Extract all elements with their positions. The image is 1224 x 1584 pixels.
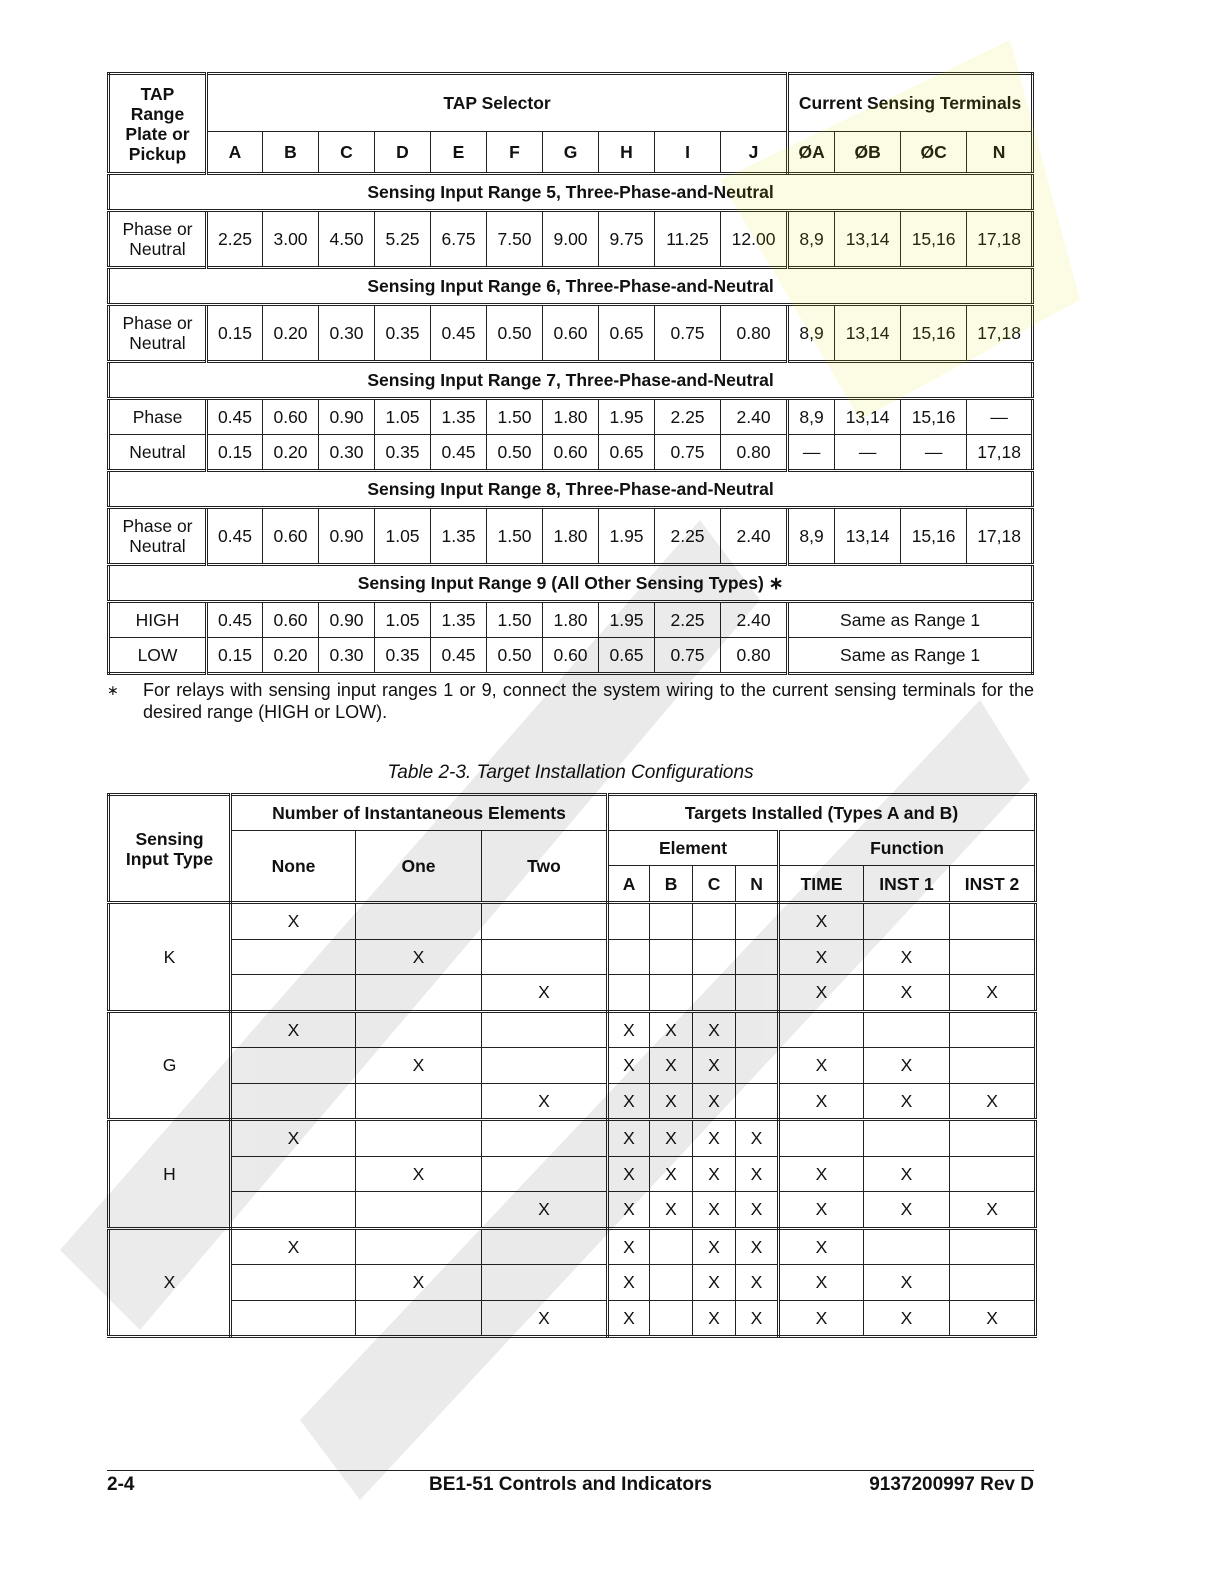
mark-cell xyxy=(736,1011,779,1048)
table-row xyxy=(109,1083,1036,1120)
mark-cell: X xyxy=(482,1192,608,1229)
terminal-value: 13,14 xyxy=(835,211,901,268)
instantaneous-elements-header: Number of Instantaneous Elements xyxy=(231,795,608,831)
tap-value: 1.35 xyxy=(431,602,487,638)
row-label: LOW xyxy=(109,638,207,674)
terminal-value: 17,18 xyxy=(967,508,1033,565)
document-number: 9137200997 Rev D xyxy=(869,1474,1034,1495)
row-label: Phase or Neutral xyxy=(109,508,207,565)
tap-value: 0.15 xyxy=(207,435,263,471)
tap-value: 7.50 xyxy=(487,211,543,268)
mark-cell xyxy=(779,1011,864,1048)
mark-cell: X xyxy=(693,1192,736,1229)
tap-value: 0.15 xyxy=(207,305,263,362)
mark-cell xyxy=(482,1265,608,1301)
mark-cell: X xyxy=(950,1083,1036,1120)
mark-cell: X xyxy=(608,1265,650,1301)
tap-value: 0.35 xyxy=(375,638,431,674)
tap-column-header: J xyxy=(721,132,788,174)
mark-cell xyxy=(231,1300,356,1337)
tap-value: 1.95 xyxy=(599,602,655,638)
footnote-text: For relays with sensing input ranges 1 or 9, connect the system wiring to the current sensing terminals for the desired range (HIGH or LOW). xyxy=(143,680,1034,722)
mark-cell: X xyxy=(608,1083,650,1120)
tap-value: 0.35 xyxy=(375,435,431,471)
section-row xyxy=(109,268,1033,305)
mark-cell xyxy=(693,903,736,940)
mark-cell: X xyxy=(693,1265,736,1301)
tap-value: 0.80 xyxy=(721,638,788,674)
terminal-value: — xyxy=(901,435,967,471)
mark-cell: X xyxy=(231,1011,356,1048)
tap-value: 2.40 xyxy=(721,508,788,565)
table-row xyxy=(109,305,1033,362)
sensing-input-type: H xyxy=(109,1120,231,1229)
tap-value: 9.75 xyxy=(599,211,655,268)
mark-cell xyxy=(950,939,1036,975)
terminal-value: 13,14 xyxy=(835,399,901,435)
mark-cell: X xyxy=(482,975,608,1012)
terminal-column-header: ØA xyxy=(788,132,835,174)
section-row xyxy=(109,565,1033,602)
mark-cell xyxy=(608,903,650,940)
mark-cell xyxy=(864,1011,950,1048)
mark-cell xyxy=(482,939,608,975)
mark-cell xyxy=(482,1120,608,1157)
tap-value: 2.25 xyxy=(655,508,721,565)
mark-cell: X xyxy=(231,903,356,940)
mark-cell xyxy=(693,939,736,975)
tap-value: 0.45 xyxy=(431,305,487,362)
mark-cell xyxy=(482,1048,608,1084)
tap-value: 1.80 xyxy=(543,508,599,565)
mark-cell: X xyxy=(864,1300,950,1337)
mark-cell xyxy=(482,903,608,940)
sensing-input-type: G xyxy=(109,1011,231,1120)
table-row xyxy=(109,903,1036,940)
mark-cell xyxy=(950,1120,1036,1157)
tap-value: 2.25 xyxy=(655,602,721,638)
targets-installed-header: Targets Installed (Types A and B) xyxy=(608,795,1036,831)
tap-value: 0.80 xyxy=(721,305,788,362)
mark-cell: X xyxy=(950,975,1036,1012)
table-row xyxy=(109,1192,1036,1229)
mark-cell: X xyxy=(608,1192,650,1229)
row-label: Phase xyxy=(109,399,207,435)
mark-cell: X xyxy=(650,1011,693,1048)
mark-cell: X xyxy=(779,975,864,1012)
tap-value: 0.30 xyxy=(319,305,375,362)
tap-value: 1.50 xyxy=(487,508,543,565)
terminal-value: 8,9 xyxy=(788,305,835,362)
mark-cell: X xyxy=(779,939,864,975)
tap-value: 2.25 xyxy=(207,211,263,268)
mark-cell: X xyxy=(864,939,950,975)
section-title: Sensing Input Range 5, Three-Phase-and-Neutral xyxy=(109,174,1033,211)
tap-value: 2.25 xyxy=(655,399,721,435)
instantaneous-column-header: Two xyxy=(482,831,608,903)
mark-cell xyxy=(736,903,779,940)
table-row xyxy=(109,602,1033,638)
tap-column-header: B xyxy=(263,132,319,174)
mark-cell: X xyxy=(864,1192,950,1229)
table-row xyxy=(109,1265,1036,1301)
tap-value: 0.75 xyxy=(655,435,721,471)
mark-cell xyxy=(693,975,736,1012)
terminal-column-header: N xyxy=(967,132,1033,174)
table-row xyxy=(109,1300,1036,1337)
mark-cell: X xyxy=(693,1120,736,1157)
tap-selector-header: TAP Selector xyxy=(207,74,788,132)
mark-cell: X xyxy=(864,1265,950,1301)
tap-value: 0.60 xyxy=(543,305,599,362)
mark-cell: X xyxy=(650,1083,693,1120)
mark-cell xyxy=(950,1048,1036,1084)
table-row xyxy=(109,508,1033,565)
table-row xyxy=(109,638,1033,674)
tap-value: 0.60 xyxy=(263,508,319,565)
mark-cell xyxy=(231,1048,356,1084)
tap-value: 0.45 xyxy=(431,638,487,674)
mark-cell: X xyxy=(231,1120,356,1157)
section-title: Sensing Input Range 8, Three-Phase-and-Neutral xyxy=(109,471,1033,508)
footer-rule xyxy=(107,1470,1034,1471)
target-installation-table xyxy=(107,793,1037,1338)
tap-value: 0.45 xyxy=(207,508,263,565)
mark-cell: X xyxy=(693,1048,736,1084)
mark-cell: X xyxy=(608,1011,650,1048)
mark-cell: X xyxy=(693,1083,736,1120)
mark-cell xyxy=(231,1192,356,1229)
mark-cell: X xyxy=(736,1300,779,1337)
mark-cell xyxy=(356,1083,482,1120)
element-header: Element xyxy=(608,831,779,866)
element-column-header: N xyxy=(736,866,779,903)
mark-cell: X xyxy=(779,1156,864,1192)
mark-cell xyxy=(950,1265,1036,1301)
table-row xyxy=(109,1011,1036,1048)
mark-cell: X xyxy=(356,1156,482,1192)
mark-cell: X xyxy=(950,1300,1036,1337)
mark-cell xyxy=(231,1083,356,1120)
mark-cell: X xyxy=(482,1300,608,1337)
terminal-value: 13,14 xyxy=(835,508,901,565)
tap-value: 5.25 xyxy=(375,211,431,268)
mark-cell: X xyxy=(231,1228,356,1265)
function-column-header: TIME xyxy=(779,866,864,903)
row-label: Phase or Neutral xyxy=(109,305,207,362)
tap-value: 1.95 xyxy=(599,508,655,565)
mark-cell xyxy=(650,1300,693,1337)
mark-cell: X xyxy=(356,939,482,975)
mark-cell: X xyxy=(779,1048,864,1084)
mark-cell xyxy=(608,939,650,975)
tap-value: 0.60 xyxy=(263,399,319,435)
mark-cell xyxy=(736,939,779,975)
mark-cell xyxy=(864,1120,950,1157)
instantaneous-column-header: One xyxy=(356,831,482,903)
tap-value: 0.90 xyxy=(319,508,375,565)
mark-cell xyxy=(356,975,482,1012)
terminal-column-header: ØC xyxy=(901,132,967,174)
mark-cell: X xyxy=(693,1156,736,1192)
mark-cell: X xyxy=(482,1083,608,1120)
mark-cell: X xyxy=(693,1300,736,1337)
tap-value: 11.25 xyxy=(655,211,721,268)
mark-cell: X xyxy=(693,1011,736,1048)
tap-value: 0.80 xyxy=(721,435,788,471)
tap-value: 1.35 xyxy=(431,399,487,435)
tap-column-header: E xyxy=(431,132,487,174)
mark-cell xyxy=(650,1228,693,1265)
element-column-header: C xyxy=(693,866,736,903)
mark-cell: X xyxy=(779,903,864,940)
section-title: Sensing Input Range 6, Three-Phase-and-Neutral xyxy=(109,268,1033,305)
mark-cell: X xyxy=(608,1300,650,1337)
section-title: Sensing Input Range 9 (All Other Sensing Types) ∗ xyxy=(109,565,1033,602)
function-header: Function xyxy=(779,831,1036,866)
terminal-value: 15,16 xyxy=(901,211,967,268)
tap-value: 0.15 xyxy=(207,638,263,674)
table-caption: Table 2-3. Target Installation Configurations xyxy=(387,762,754,783)
section-row xyxy=(109,362,1033,399)
terminal-value: 17,18 xyxy=(967,305,1033,362)
terminal-value: 15,16 xyxy=(901,305,967,362)
table-row xyxy=(109,435,1033,471)
tap-value: 0.90 xyxy=(319,399,375,435)
function-column-header: INST 1 xyxy=(864,866,950,903)
tap-value: 0.60 xyxy=(543,435,599,471)
table-row xyxy=(109,399,1033,435)
mark-cell xyxy=(650,939,693,975)
tap-value: 0.60 xyxy=(263,602,319,638)
section-row xyxy=(109,471,1033,508)
mark-cell xyxy=(231,975,356,1012)
terminal-value-merged: Same as Range 1 xyxy=(788,602,1033,638)
mark-cell xyxy=(356,1120,482,1157)
mark-cell: X xyxy=(650,1120,693,1157)
terminal-value-merged: Same as Range 1 xyxy=(788,638,1033,674)
section-title: Sensing Input Range 7, Three-Phase-and-Neutral xyxy=(109,362,1033,399)
tap-value: 0.50 xyxy=(487,435,543,471)
tap-value: 0.50 xyxy=(487,638,543,674)
footer-title: BE1-51 Controls and Indicators xyxy=(429,1474,712,1495)
mark-cell: X xyxy=(736,1228,779,1265)
mark-cell xyxy=(356,1192,482,1229)
terminal-value: 8,9 xyxy=(788,399,835,435)
table-row xyxy=(109,975,1036,1012)
terminal-value: — xyxy=(788,435,835,471)
section-row xyxy=(109,174,1033,211)
tap-value: 0.60 xyxy=(543,638,599,674)
column-header-row xyxy=(109,132,1033,174)
tap-value: 9.00 xyxy=(543,211,599,268)
mark-cell xyxy=(950,903,1036,940)
mark-cell xyxy=(356,1011,482,1048)
mark-cell: X xyxy=(950,1192,1036,1229)
tap-value: 1.35 xyxy=(431,508,487,565)
tap-value: 0.35 xyxy=(375,305,431,362)
mark-cell xyxy=(356,903,482,940)
terminal-value: 17,18 xyxy=(967,435,1033,471)
element-column-header: A xyxy=(608,866,650,903)
tap-value: 0.75 xyxy=(655,638,721,674)
table-row xyxy=(109,1048,1036,1084)
mark-cell xyxy=(482,1011,608,1048)
sensing-input-type: K xyxy=(109,903,231,1012)
sensing-input-type-header: Sensing Input Type xyxy=(109,795,231,903)
mark-cell: X xyxy=(736,1265,779,1301)
mark-cell: X xyxy=(356,1048,482,1084)
mark-cell xyxy=(950,1011,1036,1048)
terminal-column-header: ØB xyxy=(835,132,901,174)
tap-value: 0.45 xyxy=(431,435,487,471)
footnote-symbol: ∗ xyxy=(107,682,119,698)
tap-value: 0.20 xyxy=(263,435,319,471)
mark-cell xyxy=(864,903,950,940)
mark-cell xyxy=(231,1265,356,1301)
mark-cell xyxy=(950,1156,1036,1192)
tap-value: 0.30 xyxy=(319,638,375,674)
tap-value: 1.80 xyxy=(543,602,599,638)
mark-cell: X xyxy=(736,1120,779,1157)
tap-value: 0.65 xyxy=(599,638,655,674)
mark-cell: X xyxy=(608,1048,650,1084)
tap-value: 12.00 xyxy=(721,211,788,268)
footnote xyxy=(107,679,1034,723)
tap-value: 1.50 xyxy=(487,602,543,638)
mark-cell xyxy=(482,1156,608,1192)
table-row xyxy=(109,1120,1036,1157)
tap-value: 1.05 xyxy=(375,399,431,435)
tap-value: 1.95 xyxy=(599,399,655,435)
mark-cell xyxy=(650,975,693,1012)
tap-range-table xyxy=(107,72,1034,675)
mark-cell xyxy=(864,1228,950,1265)
mark-cell: X xyxy=(779,1192,864,1229)
mark-cell: X xyxy=(736,1156,779,1192)
element-column-header: B xyxy=(650,866,693,903)
mark-cell: X xyxy=(779,1228,864,1265)
tap-value: 1.50 xyxy=(487,399,543,435)
tap-value: 1.05 xyxy=(375,602,431,638)
terminal-value: 17,18 xyxy=(967,211,1033,268)
mark-cell xyxy=(736,1048,779,1084)
function-column-header: INST 2 xyxy=(950,866,1036,903)
header-row xyxy=(109,74,1033,132)
tap-column-header: A xyxy=(207,132,263,174)
terminal-value: 15,16 xyxy=(901,399,967,435)
tap-value: 1.80 xyxy=(543,399,599,435)
page-number: 2-4 xyxy=(107,1474,135,1495)
mark-cell xyxy=(482,1228,608,1265)
mark-cell: X xyxy=(693,1228,736,1265)
terminal-value: 8,9 xyxy=(788,508,835,565)
instantaneous-column-header: None xyxy=(231,831,356,903)
table-row xyxy=(109,939,1036,975)
mark-cell xyxy=(231,939,356,975)
tap-value: 4.50 xyxy=(319,211,375,268)
terminal-value: — xyxy=(967,399,1033,435)
mark-cell xyxy=(650,903,693,940)
table-row xyxy=(109,211,1033,268)
tap-value: 0.45 xyxy=(207,602,263,638)
tap-value: 0.75 xyxy=(655,305,721,362)
mark-cell: X xyxy=(864,1156,950,1192)
terminal-value: 8,9 xyxy=(788,211,835,268)
tap-value: 0.90 xyxy=(319,602,375,638)
mark-cell: X xyxy=(864,1048,950,1084)
tap-value: 6.75 xyxy=(431,211,487,268)
header-row xyxy=(109,831,1036,866)
table-row xyxy=(109,1156,1036,1192)
tap-value: 0.65 xyxy=(599,435,655,471)
mark-cell xyxy=(356,1228,482,1265)
sensing-input-type: X xyxy=(109,1228,231,1337)
mark-cell xyxy=(608,975,650,1012)
tap-column-header: D xyxy=(375,132,431,174)
tap-column-header: I xyxy=(655,132,721,174)
mark-cell: X xyxy=(650,1048,693,1084)
mark-cell xyxy=(950,1228,1036,1265)
mark-cell xyxy=(356,1300,482,1337)
terminal-value: 15,16 xyxy=(901,508,967,565)
mark-cell: X xyxy=(779,1300,864,1337)
row-label: HIGH xyxy=(109,602,207,638)
tap-value: 0.20 xyxy=(263,638,319,674)
mark-cell xyxy=(736,1083,779,1120)
terminal-value: — xyxy=(835,435,901,471)
mark-cell: X xyxy=(779,1083,864,1120)
row-label: Neutral xyxy=(109,435,207,471)
mark-cell: X xyxy=(864,1083,950,1120)
mark-cell xyxy=(650,1265,693,1301)
mark-cell xyxy=(736,975,779,1012)
tap-column-header: C xyxy=(319,132,375,174)
tap-value: 1.05 xyxy=(375,508,431,565)
mark-cell: X xyxy=(608,1120,650,1157)
mark-cell: X xyxy=(864,975,950,1012)
mark-cell: X xyxy=(608,1228,650,1265)
row-label: Phase or Neutral xyxy=(109,211,207,268)
tap-column-header: H xyxy=(599,132,655,174)
mark-cell: X xyxy=(650,1192,693,1229)
terminal-value: 13,14 xyxy=(835,305,901,362)
header-row xyxy=(109,795,1036,831)
mark-cell: X xyxy=(608,1156,650,1192)
tap-value: 3.00 xyxy=(263,211,319,268)
mark-cell: X xyxy=(650,1156,693,1192)
mark-cell: X xyxy=(779,1265,864,1301)
table-row xyxy=(109,1228,1036,1265)
tap-value: 0.65 xyxy=(599,305,655,362)
mark-cell: X xyxy=(736,1192,779,1229)
mark-cell xyxy=(779,1120,864,1157)
tap-column-header: F xyxy=(487,132,543,174)
tap-column-header: G xyxy=(543,132,599,174)
mark-cell xyxy=(231,1156,356,1192)
current-sensing-header: Current Sensing Terminals xyxy=(788,74,1033,132)
tap-value: 2.40 xyxy=(721,602,788,638)
tap-range-header: TAP Range Plate or Pickup xyxy=(109,74,207,174)
tap-value: 0.30 xyxy=(319,435,375,471)
tap-value: 2.40 xyxy=(721,399,788,435)
mark-cell: X xyxy=(356,1265,482,1301)
tap-value: 0.20 xyxy=(263,305,319,362)
tap-value: 0.50 xyxy=(487,305,543,362)
tap-value: 0.45 xyxy=(207,399,263,435)
